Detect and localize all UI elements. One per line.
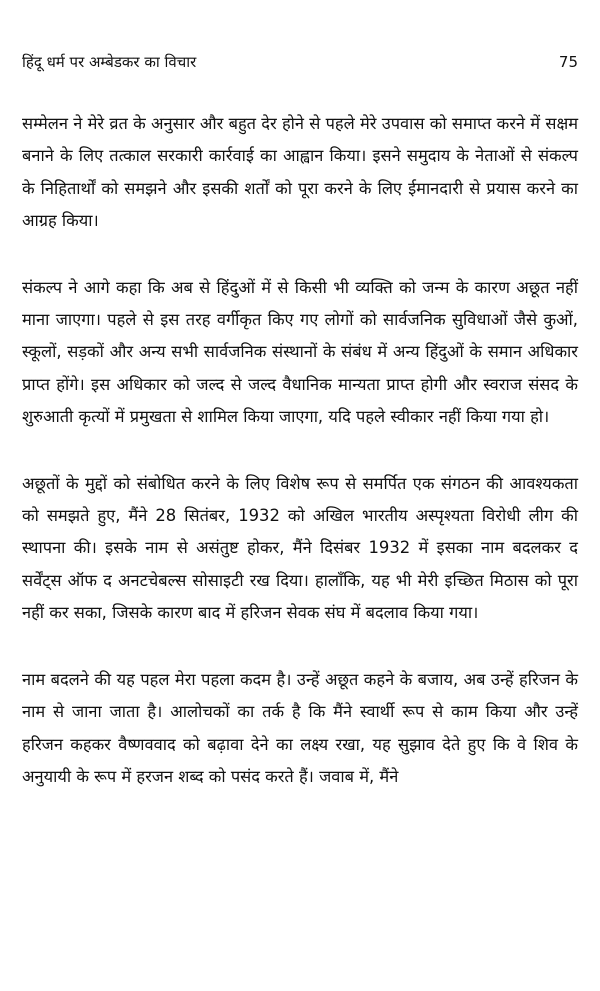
paragraph: सम्मेलन ने मेरे व्रत के अनुसार और बहुत देर होने से पहले मेरे उपवास को समाप्त करने में सक्षम बनाने के लिए तत्काल सरकारी कार्रवाई का आह्वान किया। इसने समुदाय के नेताओं से संकल्प के निहितार्थों को समझने और इसकी शर्तों को पूरा करने के लिए ईमानदारी से प्रयास करने का आग्रह किया।	[22, 114, 578, 231]
paragraph: संकल्प ने आगे कहा कि अब से हिंदुओं में से किसी भी व्यक्ति को जन्म के कारण अछूत नहीं माना जाएगा। पहले से इस तरह वर्गीकृत किए गए लोगों को सार्वजनिक सुविधाओं जैसे कुओं, स्कूलों, सड़कों और अन्य सभी सार्वजनिक संस्थानों के संबंध में अन्य हिंदुओं के समान अधिकार प्राप्त होंगे। इस अधिकार को जल्द से जल्द वैधानिक मान्यता प्राप्त होगी और स्वराज संसद के शुरुआती कृत्यों में प्रमुखता से शामिल किया जाएगा, यदि पहले स्वीकार नहीं किया गया हो।	[22, 277, 578, 427]
page-number: 75	[558, 53, 578, 71]
chapter-title: हिंदू धर्म पर अम्बेडकर का विचार	[22, 53, 197, 71]
body-text	[22, 108, 578, 827]
running-header	[22, 48, 578, 76]
paragraph: नाम बदलने की यह पहल मेरा पहला कदम है। उन्हें अछूत कहने के बजाय, अब उन्हें हरिजन के नाम से जाना जाता है। आलोचकों का तर्क है कि मैंने स्वार्थी रूप से काम किया और उन्हें हरिजन कहकर वैष्णववाद को बढ़ावा देने का लक्ष्य रखा, यह सुझाव देते हुए कि वे शिव के अनुयायी के रूप में हरजन शब्द को पसंद करते हैं। जवाब में, मैंने	[22, 669, 578, 786]
paragraph: अछूतों के मुद्दों को संबोधित करने के लिए विशेष रूप से समर्पित एक संगठन की आवश्यकता को समझते हुए, मैंने 28 सितंबर, 1932 को अखिल भारतीय अस्पृश्यता विरोधी लीग की स्थापना की। इसके नाम से असंतुष्ट होकर, मैंने दिसंबर 1932 में इसका नाम बदलकर द सर्वेंट्स ऑफ द अनटचेबल्स सोसाइटी रख दिया। हालाँकि, यह भी मेरी इच्छित मिठास को पूरा नहीं कर सका, जिसके कारण बाद में हरिजन सेवक संघ में बदलाव किया गया।	[22, 473, 578, 623]
